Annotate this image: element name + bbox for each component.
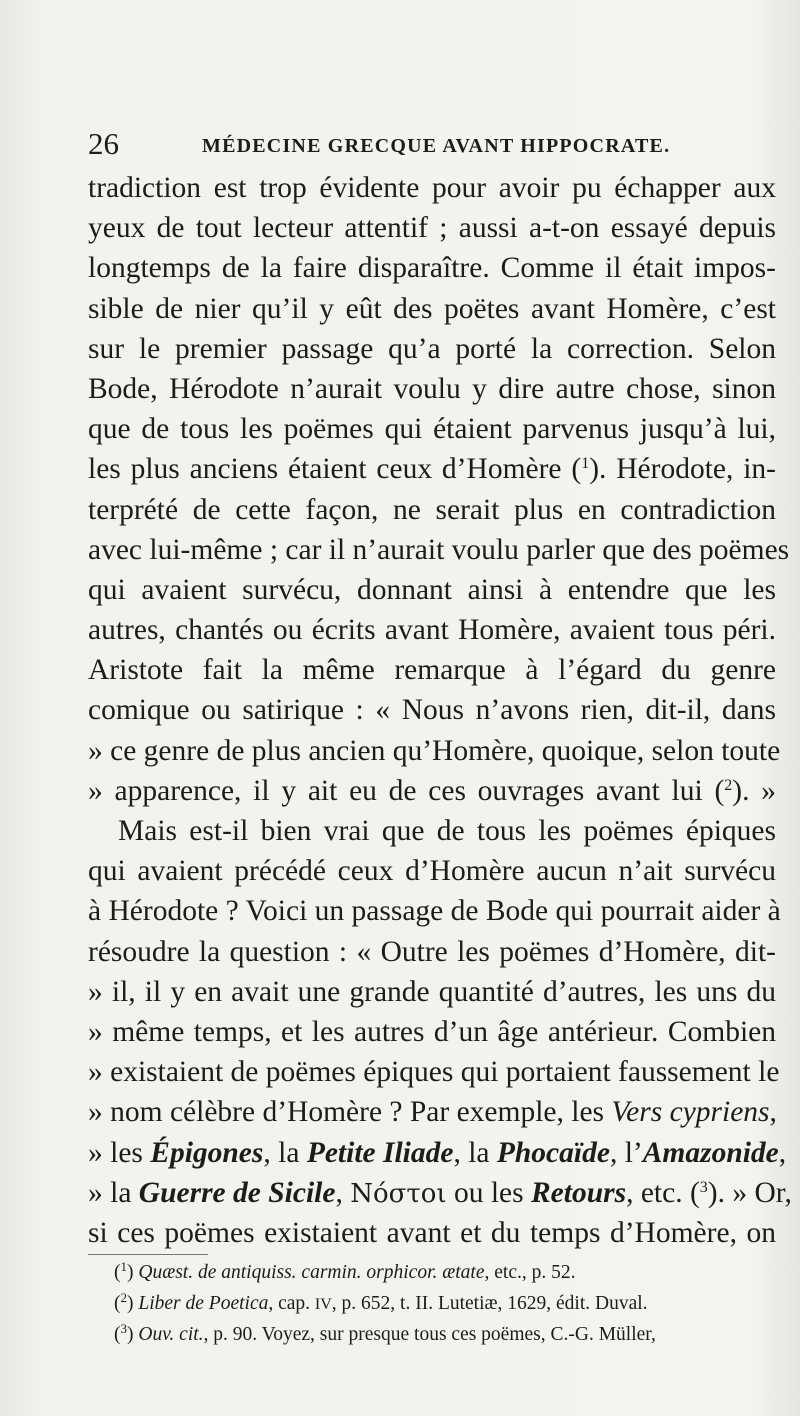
text-line: » même temps, et les autres d’un âge antérieur. Combien	[88, 1015, 776, 1048]
text-line: que de tous les poëmes qui étaient parvenus jusqu’à lui,	[88, 413, 776, 446]
text-run: ,	[335, 1176, 351, 1209]
text-run: , p. 652, t. II. Lutetiæ, 1629, édit. Duval.	[331, 1292, 648, 1314]
text-run: ). Hérodote, in-	[589, 453, 776, 486]
text-line: Bode, Hérodote n’aurait voulu y dire autre chose, sinon	[88, 372, 776, 405]
greek-word: Νόστοι	[350, 1178, 447, 1209]
text-line: sible de nier qu’il y eût des poëtes avant Homère, c’est	[88, 292, 776, 325]
text-run: ,	[778, 1136, 787, 1169]
text-line: résoudre la question : « Outre les poëmes d’Homère, dit-	[88, 935, 776, 968]
footnote-marker: 3	[120, 1321, 127, 1336]
body-text	[88, 168, 792, 1253]
text-line: » ce genre de plus ancien qu’Homère, quoique, selon toute	[88, 734, 781, 767]
footnote-marker: 1	[120, 1259, 127, 1274]
text-run: » apparence, il y ait eu de ces ouvrages avant lui (	[88, 774, 725, 807]
text-line: si ces poëmes existaient avant et du temps d’Homère, on	[88, 1216, 776, 1249]
italic-title: Phocaïde	[496, 1136, 610, 1169]
text-run: les plus anciens étaient ceux d’Homère (	[88, 453, 582, 486]
footnotes	[114, 1258, 754, 1351]
italic-title: Quæst. de antiquiss. carmin. orphicor. ætate	[138, 1262, 485, 1283]
page-number: 26	[88, 126, 119, 161]
footnote-ref: 1	[581, 455, 590, 473]
footnote-divider	[88, 1254, 208, 1255]
text-line	[88, 449, 776, 489]
text-line: » il, il y en avait une grande quantité d’autres, les uns du	[88, 975, 776, 1008]
text-run: , cap.	[268, 1292, 315, 1314]
text-run: ). » Or,	[707, 1176, 792, 1209]
text-run: , la	[263, 1136, 307, 1169]
italic-title: Épigones	[150, 1136, 264, 1169]
footnote-marker: 2	[120, 1289, 127, 1305]
text-line: sur le premier passage qu’a porté la correction. Selon	[88, 332, 776, 365]
text-run: ,	[769, 1096, 777, 1129]
text-run: , etc., p. 52.	[484, 1262, 576, 1283]
text-line	[88, 1092, 776, 1132]
text-line: Aristote fait la même remarque à l’égard du genre	[88, 654, 776, 687]
text-line	[88, 1133, 787, 1173]
text-run: ). »	[732, 774, 776, 807]
text-line	[88, 771, 776, 811]
text-line: » existaient de poëmes épiques qui portaient faussement le	[88, 1056, 780, 1089]
footnote-3: ($^3$) Ouv. cit., p. 90. Voyez, sur presque tous ces poëmes, C.-G. Müller,	[114, 1321, 656, 1345]
text-run: » la	[88, 1176, 139, 1209]
text-line	[88, 1173, 792, 1213]
italic-title: Petite Iliade	[306, 1136, 454, 1169]
text-run: , l’	[609, 1136, 643, 1169]
text-line: qui avaient précédé ceux d’Homère aucun n’ait survécu	[88, 855, 776, 888]
text-line: autres, chantés ou écrits avant Homère, avaient tous péri.	[88, 614, 776, 647]
text-run: , la	[453, 1136, 497, 1169]
text-line: qui avaient survécu, donnant ainsi à entendre que les	[88, 573, 776, 606]
footnote-ref: 2	[724, 776, 733, 794]
text-line: tradiction est trop évidente pour avoir pu échapper aux	[88, 172, 776, 204]
text-run: » nom célèbre d’Homère ? Par exemple, les	[88, 1096, 612, 1129]
text-line: comique ou satirique : « Nous n’avons rien, dit-il, dans	[88, 694, 776, 727]
text-run: IV	[314, 1295, 332, 1313]
text-line: longtemps de la faire disparaître. Comme il était impos-	[88, 252, 776, 285]
text-run: , p. 90. Voyez, sur presque tous ces poëmes, C.-G. Müller,	[203, 1324, 656, 1345]
text-run: , etc. (	[626, 1176, 700, 1209]
text-line: à Hérodote ? Voici un passage de Bode qui pourrait aider à	[88, 895, 781, 928]
italic-title: Guerre de Sicile	[138, 1176, 336, 1209]
text-run: » les	[88, 1136, 151, 1169]
footnote-ref: 3	[699, 1178, 708, 1196]
italic-title: Retours	[530, 1176, 627, 1209]
text-run: ou les	[446, 1176, 531, 1209]
italic-title: Ouv. cit.	[138, 1324, 204, 1345]
text-line: terprété de cette façon, ne serait plus en contradiction	[88, 493, 776, 526]
text-line: avec lui-même ; car il n’aurait voulu parler que des poëmes	[88, 533, 790, 566]
text-line-indented: Mais est-il bien vrai que de tous les poëmes épiques	[118, 815, 776, 847]
page-header	[88, 124, 778, 164]
italic-title: Vers cypriens	[611, 1096, 770, 1129]
running-title: MÉDECINE GRECQUE AVANT HIPPOCRATE.	[202, 135, 671, 157]
italic-title: Liber de Poetica	[138, 1292, 269, 1314]
footnote-1: ($^1$) Quæst. de antiquiss. carmin. orphicor. ætate, etc., p. 52.	[114, 1259, 576, 1283]
text-line: yeux de tout lecteur attentif ; aussi a-t-on essayé depuis	[88, 212, 776, 245]
italic-title: Amazonide	[642, 1136, 779, 1169]
footnote-2: ($^2$) Liber de Poetica, cap. IV, p. 652, t. II. Lutetiæ, 1629, édit. Duval.	[114, 1289, 648, 1314]
